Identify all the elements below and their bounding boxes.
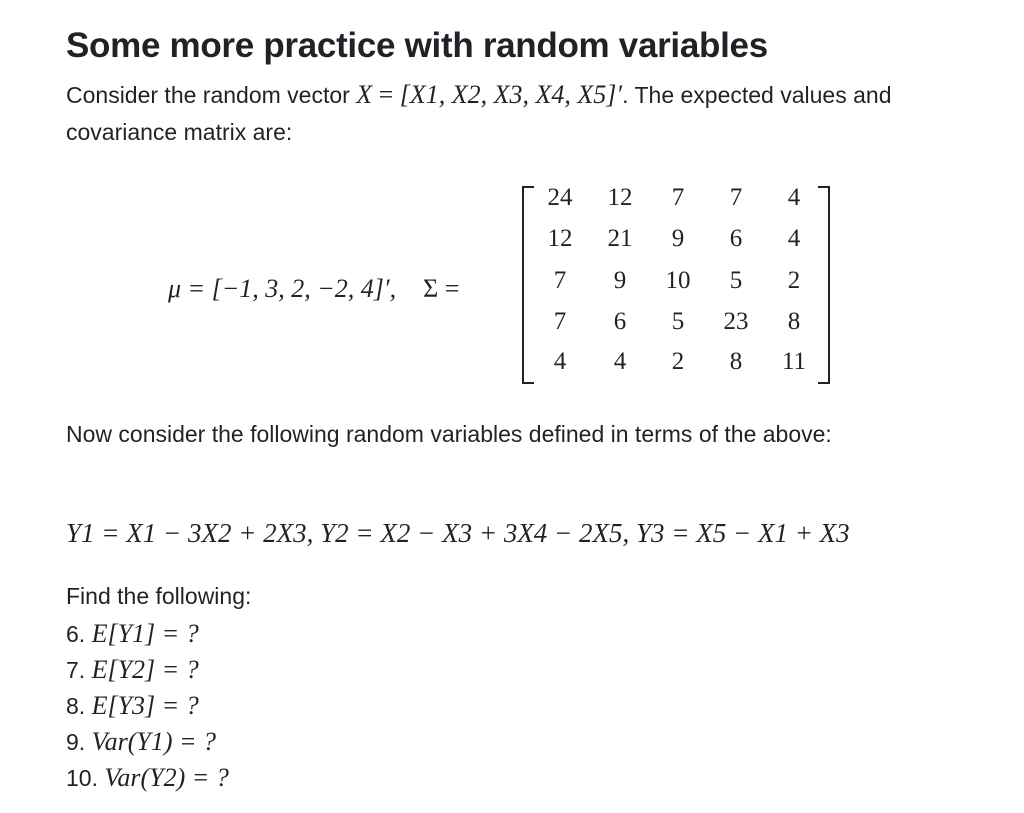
matrix-cell: 7 [553, 308, 567, 335]
question-item [66, 688, 229, 724]
question-expression: E[Y3] = ? [91, 691, 199, 720]
find-label: Find the following: [66, 583, 252, 609]
question-item [66, 652, 229, 688]
question-number: 6. [66, 621, 86, 647]
page-title: Some more practice with random variables [66, 26, 768, 65]
matrix-cell: 5 [729, 267, 743, 294]
matrix-cell: 6 [729, 225, 743, 252]
matrix-cell: 7 [671, 184, 685, 211]
covariance-matrix [520, 184, 830, 384]
matrix-cell: 4 [787, 184, 801, 211]
question-number: 9. [66, 729, 86, 755]
matrix-cell: 7 [553, 267, 567, 294]
random-vector-symbol: X [356, 80, 373, 109]
matrix-cell: 9 [671, 225, 685, 252]
question-list [66, 616, 229, 796]
question-item [66, 760, 229, 796]
transition-paragraph: Now consider the following random variables defined in terms of the above: [66, 421, 832, 447]
intro-text-after: . The expected values and covariance matrix are: [66, 82, 892, 145]
intro-paragraph [66, 76, 926, 151]
matrix-cell: 5 [671, 308, 685, 335]
matrix-cell: 9 [613, 267, 627, 294]
matrix-cell: 23 [723, 308, 749, 335]
random-vector-definition: [X1, X2, X3, X4, X5]′ [399, 80, 623, 109]
question-number: 8. [66, 693, 86, 719]
y-definitions-equation: Y1 = X1 − 3X2 + 2X3, Y2 = X2 − X3 + 3X4 − 2X5, Y3 = X5 − X1 + X3 [66, 518, 850, 548]
matrix-cell: 10 [665, 267, 691, 294]
matrix-cell: 12 [547, 225, 573, 252]
matrix-cell: 2 [671, 348, 685, 375]
matrix-cell: 12 [607, 184, 633, 211]
mean-vector-equation [168, 274, 459, 304]
question-number: 10. [66, 765, 98, 791]
matrix-cell: 4 [787, 225, 801, 252]
matrix-cell: 24 [547, 184, 573, 211]
document-page [66, 24, 996, 792]
matrix-cell: 4 [553, 348, 567, 375]
matrix-cell: 8 [729, 348, 743, 375]
matrix-cell: 4 [613, 348, 627, 375]
question-item [66, 616, 229, 652]
question-expression: Var(Y1) = ? [91, 727, 217, 756]
question-expression: E[Y1] = ? [91, 619, 199, 648]
matrix-cell: 11 [781, 348, 807, 375]
question-number: 7. [66, 657, 86, 683]
matrix-cell: 2 [787, 267, 801, 294]
question-expression: Var(Y2) = ? [104, 763, 229, 792]
matrix-cell: 7 [729, 184, 743, 211]
mean-covariance-display [66, 184, 996, 414]
question-expression: E[Y2] = ? [91, 655, 199, 684]
matrix-cell: 8 [787, 308, 801, 335]
matrix-cell: 21 [607, 225, 633, 252]
sigma-label: Σ = [423, 274, 460, 303]
matrix-cell: 6 [613, 308, 627, 335]
intro-text-before: Consider the random vector [66, 82, 357, 108]
mean-vector: μ = [−1, 3, 2, −2, 4]′, [168, 274, 397, 303]
question-item [66, 724, 229, 760]
equals-sign: = [372, 80, 400, 109]
